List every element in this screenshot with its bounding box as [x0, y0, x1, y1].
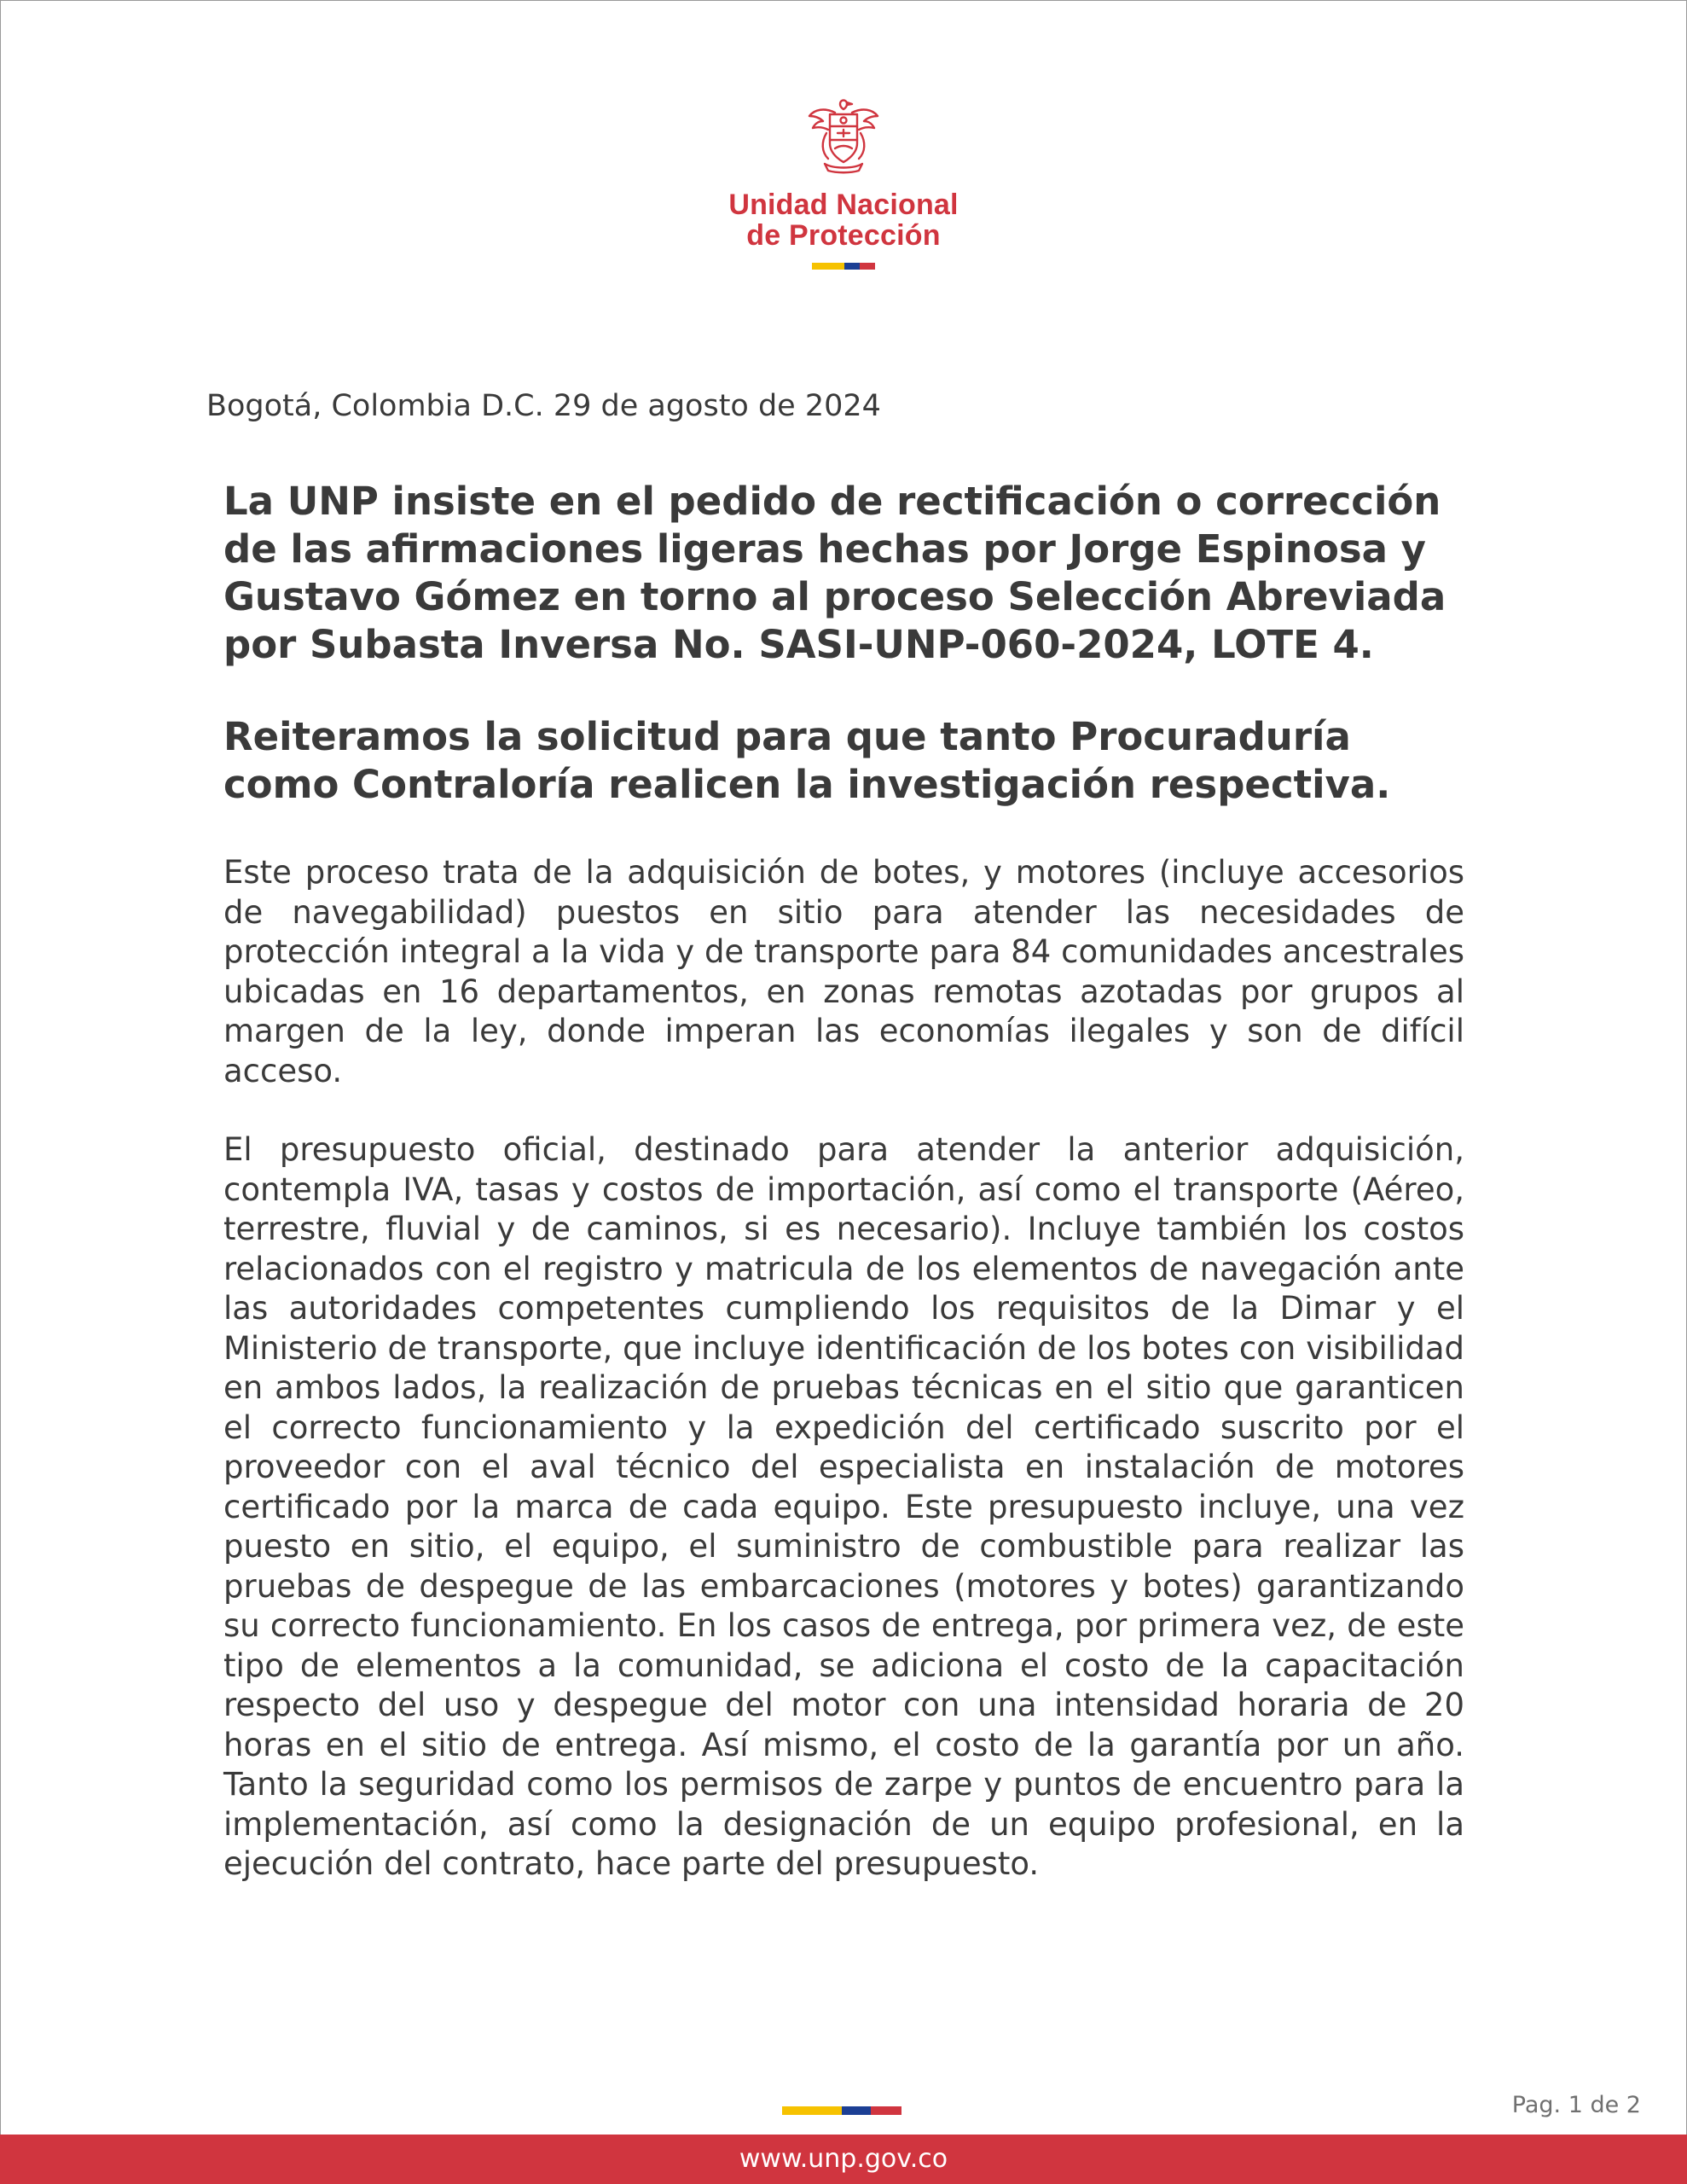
headline-subtitle: Reiteramos la solicitud para que tanto Procuraduría como Contraloría realicen la investigación respectiva.	[223, 714, 1391, 807]
org-name	[673, 189, 1014, 251]
website-link[interactable]: www.unp.gov.co	[739, 2144, 948, 2174]
flag-blue-stripe	[842, 2106, 871, 2115]
body-text	[223, 853, 1464, 1924]
flag-blue-stripe	[844, 263, 860, 270]
footer-flag-bar	[782, 2106, 901, 2115]
org-name-line2: de Protección	[746, 219, 941, 252]
body-paragraph: Este proceso trata de la adquisición de botes, y motores (incluye accesorios de navegabilidad) puestos en sitio para atender las necesidades de protección integral a la vida y de transporte para 84 comunidades ancestrales ubicadas en 16 departamentos, en zonas remotas azotadas por grupos al margen de la ley, donde imperan las economías ilegales y son de difícil acceso.	[223, 854, 1464, 1089]
flag-red-stripe	[860, 263, 875, 270]
footer-band	[0, 2135, 1687, 2184]
body-paragraph: El presupuesto oficial, destinado para atender la anterior adquisición, contempla IVA, tasas y costos de importación, así como el transporte (Aéreo, terrestre, fluvial y de caminos, si es necesario). Incluye también los costos relacionados con el registro y matricula de los elementos de navegación ante las autoridades competentes cumpliendo los requisitos de la Dimar y el Ministerio de transporte, que incluye identificación de los botes con visibilidad en ambos lados, la realización de pruebas técnicas en el sitio que garanticen el correcto funcionamiento y la expedición del certificado suscrito por el proveedor con el aval técnico del especialista en instalación de motores certificado por la marca de cada equipo. Este presupuesto incluye, una vez puesto en sitio, el equipo, el suministro de combustible para realizar las pruebas de despegue de las embarcaciones (motores y botes) garantizando su correcto funcionamiento. En los casos de entrega, por primera vez, de este tipo de elementos a la comunidad, se adiciona el costo de la capacitación respecto del uso y despegue del motor con una intensidad horaria de 20 horas en el sitio de entrega. Así mismo, el costo de la garantía por un año. Tanto la seguridad como los permisos de zarpe y puntos de encuentro para la implementación, así como la designación de un equipo profesional, en la ejecución del contrato, hace parte del presupuesto.	[223, 1131, 1464, 1882]
document-date: Bogotá, Colombia D.C. 29 de agosto de 2024	[206, 389, 881, 423]
flag-yellow-stripe	[812, 263, 844, 270]
org-name-line1: Unidad Nacional	[728, 189, 959, 221]
page-number: Pag. 1 de 2	[1511, 2092, 1641, 2118]
header-flag-bar	[673, 263, 1014, 270]
coat-of-arms-icon	[803, 96, 884, 174]
headline	[223, 478, 1477, 809]
header-logo	[673, 96, 1014, 270]
headline-title: La UNP insiste en el pedido de rectificación o corrección de las afirmaciones ligeras hechas por Jorge Espinosa y Gustavo Gómez en torno al proceso Selección Abreviada por Subasta Inversa No. SASI-UNP-060-2024, LOTE 4.	[223, 479, 1446, 667]
flag-yellow-stripe	[782, 2106, 842, 2115]
flag-red-stripe	[871, 2106, 901, 2115]
